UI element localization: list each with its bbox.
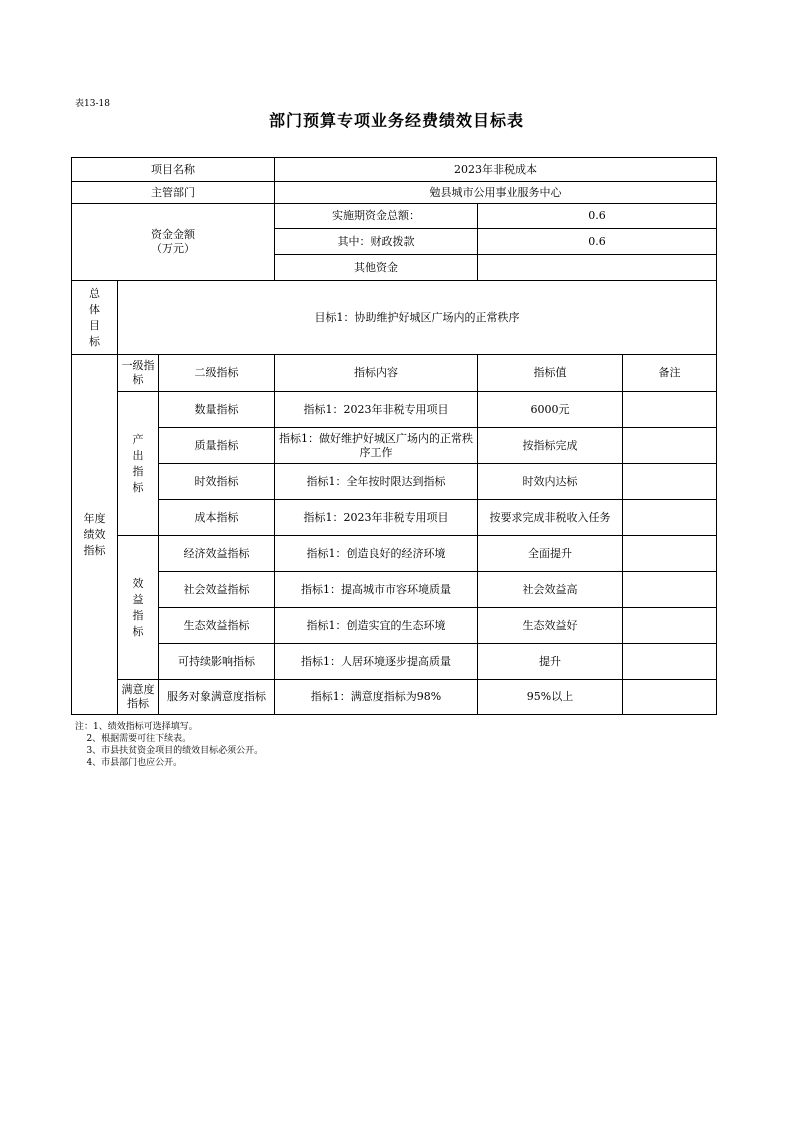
benefit-level2: 可持续影响指标 xyxy=(159,644,275,680)
benefit-level2: 经济效益指标 xyxy=(159,536,275,572)
table-row xyxy=(72,680,717,715)
funds-label-cell xyxy=(72,204,275,281)
benefit-remark xyxy=(623,608,717,644)
funds-other-label: 其他资金 xyxy=(275,255,478,281)
benefit-value: 全面提升 xyxy=(478,536,623,572)
benefit-content: 指标1：提高城市市容环境质量 xyxy=(275,572,478,608)
table-row xyxy=(72,572,717,608)
benefit-value: 社会效益高 xyxy=(478,572,623,608)
output-label-cell xyxy=(118,392,159,536)
output-remark xyxy=(623,428,717,464)
header-value: 指标值 xyxy=(478,355,623,392)
project-name-label: 项目名称 xyxy=(72,158,275,182)
benefit-content: 指标1：创造良好的经济环境 xyxy=(275,536,478,572)
satisfaction-label: 满意度指标 xyxy=(118,680,159,715)
table-row xyxy=(72,608,717,644)
benefit-remark xyxy=(623,572,717,608)
satisfaction-content: 指标1：满意度指标为98% xyxy=(275,680,478,715)
benefit-label-cell xyxy=(118,536,159,680)
benefit-value: 提升 xyxy=(478,644,623,680)
annual-label: 年度绩效指标 xyxy=(83,511,106,557)
benefit-label: 效益指标 xyxy=(132,576,144,638)
table-row xyxy=(72,392,717,428)
satisfaction-level2: 服务对象满意度指标 xyxy=(159,680,275,715)
project-name-row xyxy=(72,158,717,182)
benefit-content: 指标1：创造实宜的生态环境 xyxy=(275,608,478,644)
benefit-level2: 生态效益指标 xyxy=(159,608,275,644)
project-name-value: 2023年非税成本 xyxy=(275,158,717,182)
table-row xyxy=(72,536,717,572)
funds-unit: （万元） xyxy=(151,242,195,255)
overall-goal-content: 目标1：协助维护好城区广场内的正常秩序 xyxy=(118,281,717,355)
header-level1: 一级指标 xyxy=(118,355,159,392)
output-content: 指标1：全年按时限达到指标 xyxy=(275,464,478,500)
funds-fiscal-value: 0.6 xyxy=(478,229,717,255)
satisfaction-remark xyxy=(623,680,717,715)
output-level2: 时效指标 xyxy=(159,464,275,500)
footnote-item: 注：1、绩效指标可选择填写。 xyxy=(75,722,198,732)
funds-total-label: 实施期资金总额： xyxy=(275,204,478,229)
table-row xyxy=(72,500,717,536)
output-value: 按要求完成非税收入任务 xyxy=(478,500,623,536)
funds-fiscal-label: 其中：财政拨款 xyxy=(275,229,478,255)
benefit-value: 生态效益好 xyxy=(478,608,623,644)
footnote-item: 4、市县部门也应公开。 xyxy=(75,758,183,768)
funds-total-row xyxy=(72,204,717,229)
satisfaction-value: 95%以上 xyxy=(478,680,623,715)
output-content: 指标1：2023年非税专用项目 xyxy=(275,392,478,428)
performance-table xyxy=(71,157,717,715)
benefit-content: 指标1：人居环境逐步提高质量 xyxy=(275,644,478,680)
output-level2: 质量指标 xyxy=(159,428,275,464)
funds-total-value: 0.6 xyxy=(478,204,717,229)
output-content: 指标1：2023年非税专用项目 xyxy=(275,500,478,536)
output-level2: 数量指标 xyxy=(159,392,275,428)
department-label: 主管部门 xyxy=(72,182,275,204)
department-value: 勉县城市公用事业服务中心 xyxy=(275,182,717,204)
overall-goal-label-cell xyxy=(72,281,118,355)
header-content: 指标内容 xyxy=(275,355,478,392)
output-level2: 成本指标 xyxy=(159,500,275,536)
output-label: 产出指标 xyxy=(132,432,144,494)
table-number: 表13-18 xyxy=(75,99,110,109)
header-level2: 二级指标 xyxy=(159,355,275,392)
table-row xyxy=(72,428,717,464)
output-remark xyxy=(623,464,717,500)
indicator-header-row xyxy=(72,355,717,392)
annual-label-cell xyxy=(72,355,118,715)
footnotes xyxy=(75,721,263,769)
table-row xyxy=(72,644,717,680)
benefit-remark xyxy=(623,644,717,680)
overall-goal-row xyxy=(72,281,717,355)
output-content: 指标1：做好维护好城区广场内的正常秩序工作 xyxy=(275,428,478,464)
header-remark: 备注 xyxy=(623,355,717,392)
output-value: 按指标完成 xyxy=(478,428,623,464)
funds-other-value xyxy=(478,255,717,281)
benefit-level2: 社会效益指标 xyxy=(159,572,275,608)
page-title: 部门预算专项业务经费绩效目标表 xyxy=(268,111,524,130)
funds-label: 资金金额 xyxy=(151,228,195,241)
output-remark xyxy=(623,392,717,428)
overall-goal-label: 总体目标 xyxy=(89,286,100,348)
output-value: 时效内达标 xyxy=(478,464,623,500)
table-row xyxy=(72,464,717,500)
department-row xyxy=(72,182,717,204)
benefit-remark xyxy=(623,536,717,572)
output-value: 6000元 xyxy=(478,392,623,428)
footnote-item: 2、根据需要可往下续表。 xyxy=(75,734,192,744)
footnote-item: 3、市县扶贫资金项目的绩效目标必须公开。 xyxy=(75,746,264,756)
output-remark xyxy=(623,500,717,536)
